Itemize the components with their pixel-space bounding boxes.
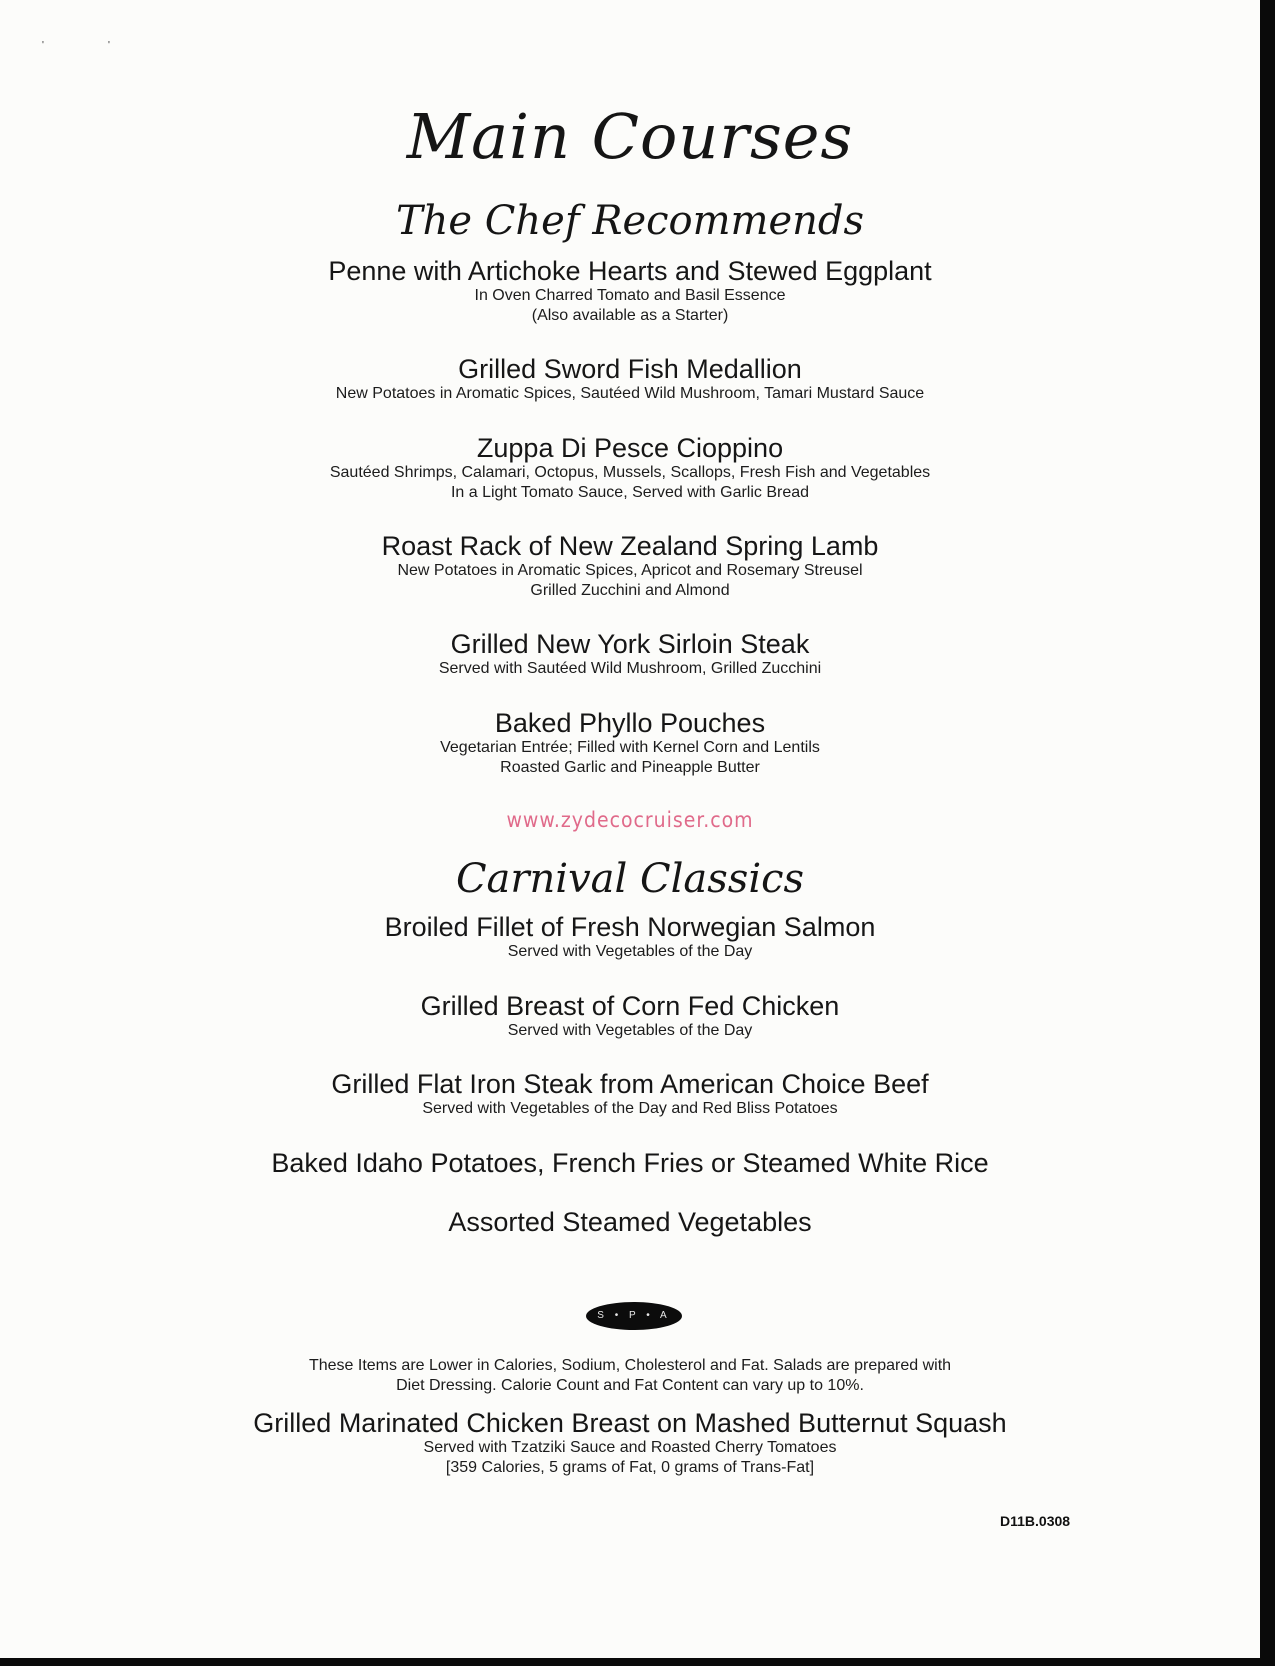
- menu-item-desc: New Potatoes in Aromatic Spices, Sautéed Wild Mushroom, Tamari Mustard Sauce: [335, 385, 925, 402]
- menu-item-desc: Served with Sautéed Wild Mushroom, Grilled Zucchini: [438, 660, 822, 677]
- menu-item-desc: (Also available as a Starter): [531, 307, 729, 324]
- document-code: D11B.0308: [1000, 1513, 1071, 1529]
- menu-item: [0, 1207, 1260, 1237]
- menu-item: [0, 1148, 1260, 1178]
- menu-item-name: Roast Rack of New Zealand Spring Lamb: [381, 531, 879, 561]
- menu-item-desc: Roasted Garlic and Pineapple Butter: [500, 759, 760, 776]
- menu-item-desc: Grilled Zucchini and Almond: [530, 582, 730, 599]
- menu-item-name: Grilled Flat Iron Steak from American Choice Beef: [331, 1069, 929, 1099]
- spa-note: [0, 1356, 1260, 1396]
- menu-item-desc: In a Light Tomato Sauce, Served with Garlic Bread: [450, 484, 810, 501]
- menu-item-name: Zuppa Di Pesce Cioppino: [476, 433, 784, 463]
- menu-item-desc: Vegetarian Entrée; Filled with Kernel Corn and Lentils: [440, 739, 820, 756]
- menu-item: [0, 912, 1260, 962]
- menu-item: [0, 531, 1260, 601]
- menu-item-name: Penne with Artichoke Hearts and Stewed Eggplant: [328, 256, 932, 286]
- menu-item: [0, 708, 1260, 778]
- scan-border-right: [1260, 0, 1275, 1666]
- menu-item-name: Grilled Sword Fish Medallion: [458, 354, 802, 384]
- menu-item: [0, 1069, 1260, 1119]
- menu-item-name: Assorted Steamed Vegetables: [448, 1207, 812, 1237]
- menu-item: [0, 629, 1260, 679]
- spa-menu-item: [0, 1408, 1260, 1478]
- menu-item: [0, 256, 1260, 326]
- menu-item-desc: Served with Vegetables of the Day: [507, 1022, 753, 1039]
- menu-item: [0, 354, 1260, 404]
- watermark-url: www.zydecocruiser.com: [506, 808, 754, 832]
- page-title: Main Courses: [406, 100, 854, 173]
- spa-note-line: Diet Dressing. Calorie Count and Fat Content can vary up to 10%.: [396, 1377, 864, 1394]
- section-heading-carnival-classics: Carnival Classics: [455, 856, 805, 902]
- menu-item: [0, 433, 1260, 503]
- menu-item-name: Grilled Breast of Corn Fed Chicken: [420, 991, 840, 1021]
- spa-logo: S • P • A: [586, 1302, 682, 1330]
- menu-item-desc: In Oven Charred Tomato and Basil Essence: [474, 287, 786, 304]
- menu-item: [0, 991, 1260, 1041]
- menu-item-name: Grilled New York Sirloin Steak: [450, 629, 810, 659]
- scan-border-bottom: [0, 1658, 1275, 1666]
- menu-item-name: Baked Phyllo Pouches: [494, 708, 766, 738]
- menu-item-name: Grilled Marinated Chicken Breast on Mashed Butternut Squash: [253, 1408, 1007, 1438]
- section-heading-chef-recommends: The Chef Recommends: [395, 198, 865, 244]
- menu-item-name: Baked Idaho Potatoes, French Fries or Steamed White Rice: [271, 1148, 989, 1178]
- menu-item-desc: [359 Calories, 5 grams of Fat, 0 grams of Trans-Fat]: [445, 1459, 815, 1476]
- menu-item-desc: Served with Tzatziki Sauce and Roasted Cherry Tomatoes: [423, 1439, 837, 1456]
- menu-item-desc: New Potatoes in Aromatic Spices, Apricot and Rosemary Streusel: [397, 562, 863, 579]
- scan-mark: ': [108, 40, 110, 51]
- spa-note-line: These Items are Lower in Calories, Sodium, Cholesterol and Fat. Salads are prepared with: [308, 1357, 952, 1374]
- scan-mark: ': [42, 40, 44, 51]
- menu-item-desc: Sautéed Shrimps, Calamari, Octopus, Mussels, Scallops, Fresh Fish and Vegetables: [329, 464, 931, 481]
- menu-item-desc: Served with Vegetables of the Day and Red Bliss Potatoes: [422, 1100, 838, 1117]
- menu-item-name: Broiled Fillet of Fresh Norwegian Salmon: [384, 912, 876, 942]
- menu-item-desc: Served with Vegetables of the Day: [507, 943, 753, 960]
